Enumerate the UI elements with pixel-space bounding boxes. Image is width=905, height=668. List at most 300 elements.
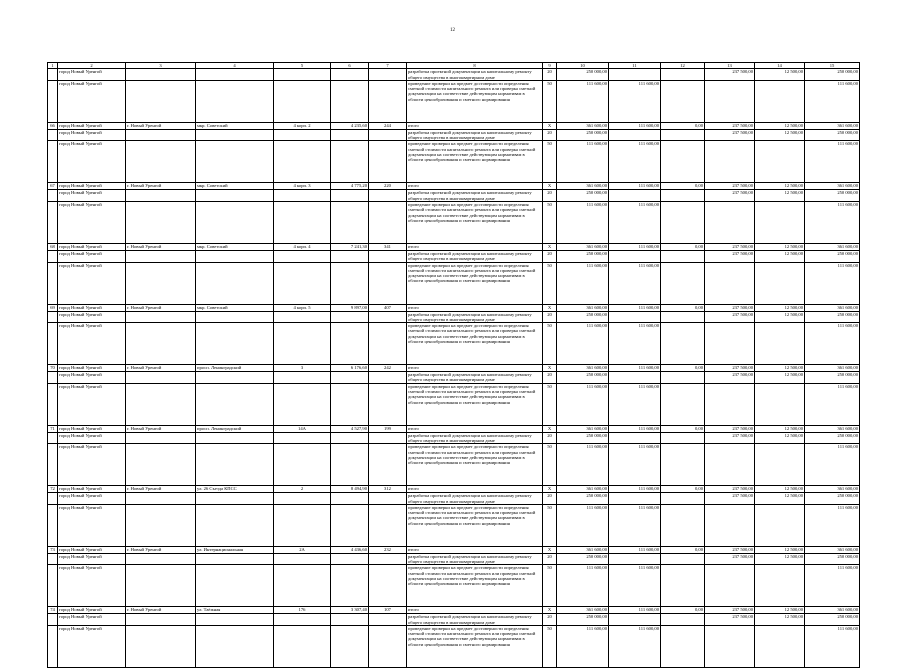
regional-funds-cell: 237 500,00	[705, 243, 755, 250]
column-number: 2	[58, 63, 126, 69]
residents-cell: 107	[369, 607, 407, 614]
municipality-cell: город Новый Уренгой	[58, 432, 126, 444]
total-cost-cell: 361 600,00	[557, 304, 609, 311]
other-funds-cell	[661, 625, 705, 667]
house-number-cell: 3	[274, 365, 331, 372]
owner-funds-cell: 111 600,00	[609, 383, 661, 425]
area-cell: 6 176,60	[331, 365, 369, 372]
total-cost-cell: 111 600,00	[557, 625, 609, 667]
work-code-cell: X	[543, 546, 557, 553]
limit-cost-cell: 361 600,00	[805, 607, 860, 614]
total-cost-cell: 111 600,00	[557, 80, 609, 122]
street-cell: просп. Ленинградский	[196, 365, 274, 372]
street-cell	[196, 493, 274, 505]
limit-cost-cell: 250 000,00	[805, 190, 860, 202]
work-code-cell: 50	[543, 323, 557, 365]
street-cell	[196, 432, 274, 444]
limit-cost-cell: 250 000,00	[805, 69, 860, 81]
total-cost-cell: 250 000,00	[557, 311, 609, 323]
street-cell	[196, 129, 274, 141]
limit-cost-cell: 111 600,00	[805, 262, 860, 304]
area-cell: 4 527,90	[331, 425, 369, 432]
limit-cost-cell: 111 600,00	[805, 80, 860, 122]
work-code-cell: X	[543, 425, 557, 432]
local-funds-cell	[755, 201, 805, 243]
municipality-cell: город Новый Уренгой	[58, 304, 126, 311]
house-total-row	[48, 607, 860, 614]
limit-cost-cell: 111 600,00	[805, 625, 860, 667]
regional-funds-cell: 237 500,00	[705, 129, 755, 141]
area-cell	[331, 383, 369, 425]
owner-funds-cell: 111 600,00	[609, 141, 661, 183]
total-cost-cell: 250 000,00	[557, 493, 609, 505]
street-cell: мкр. Советский	[196, 122, 274, 129]
total-cost-cell: 361 600,00	[557, 365, 609, 372]
settlement-cell	[126, 614, 196, 626]
area-cell	[331, 190, 369, 202]
settlement-cell	[126, 444, 196, 486]
regional-funds-cell	[705, 201, 755, 243]
total-cost-cell: 361 600,00	[557, 607, 609, 614]
limit-cost-cell: 361 600,00	[805, 183, 860, 190]
local-funds-cell	[755, 262, 805, 304]
work-code-cell: X	[543, 365, 557, 372]
total-cost-cell: 250 000,00	[557, 250, 609, 262]
column-number: 5	[274, 63, 331, 69]
total-cost-cell: 250 000,00	[557, 129, 609, 141]
residents-cell	[369, 311, 407, 323]
local-funds-cell	[755, 383, 805, 425]
local-funds-cell: 12 500,00	[755, 243, 805, 250]
total-cost-cell: 361 600,00	[557, 486, 609, 493]
work-code-cell: 50	[543, 201, 557, 243]
owner-funds-cell	[609, 372, 661, 384]
work-item-row	[48, 614, 860, 626]
row-number	[48, 141, 58, 183]
total-cost-cell: 361 600,00	[557, 243, 609, 250]
row-number	[48, 311, 58, 323]
regional-funds-cell: 237 500,00	[705, 372, 755, 384]
work-code-cell: X	[543, 122, 557, 129]
house-total-row	[48, 122, 860, 129]
house-number-cell	[274, 625, 331, 667]
work-item-row	[48, 141, 860, 183]
owner-funds-cell	[609, 69, 661, 81]
municipality-cell: город Новый Уренгой	[58, 614, 126, 626]
street-cell	[196, 625, 274, 667]
residents-cell	[369, 383, 407, 425]
area-cell	[331, 432, 369, 444]
limit-cost-cell: 111 600,00	[805, 444, 860, 486]
row-number: 68	[48, 243, 58, 250]
settlement-cell	[126, 129, 196, 141]
limit-cost-cell: 361 600,00	[805, 365, 860, 372]
house-number-cell	[274, 444, 331, 486]
work-type-cell: разработка проектной документации на капитальному ремонту общего имущества в многоквартирном доме	[407, 69, 543, 81]
municipality-cell: город Новый Уренгой	[58, 383, 126, 425]
row-number	[48, 565, 58, 607]
municipality-cell: город Новый Уренгой	[58, 372, 126, 384]
work-item-row	[48, 80, 860, 122]
area-cell	[331, 80, 369, 122]
other-funds-cell	[661, 129, 705, 141]
street-cell	[196, 614, 274, 626]
work-code-cell: X	[543, 607, 557, 614]
regional-funds-cell	[705, 383, 755, 425]
work-type-cell: проведение проверки на предмет достоверности определения сметной стоимости капитального ремонта или проверка сметной документации на соответствие действующим нормативам в области ценообразования и сметного нормирования	[407, 141, 543, 183]
residents-cell: 220	[369, 183, 407, 190]
owner-funds-cell: 111 600,00	[609, 304, 661, 311]
work-code-cell: X	[543, 183, 557, 190]
row-number: 74	[48, 607, 58, 614]
local-funds-cell: 12 500,00	[755, 546, 805, 553]
other-funds-cell	[661, 69, 705, 81]
total-cost-cell: 250 000,00	[557, 372, 609, 384]
owner-funds-cell: 111 600,00	[609, 201, 661, 243]
owner-funds-cell: 111 600,00	[609, 323, 661, 365]
local-funds-cell: 12 500,00	[755, 122, 805, 129]
other-funds-cell: 0,00	[661, 425, 705, 432]
owner-funds-cell: 111 600,00	[609, 546, 661, 553]
street-cell	[196, 141, 274, 183]
work-item-row	[48, 383, 860, 425]
settlement-cell	[126, 141, 196, 183]
work-code-cell: 20	[543, 553, 557, 565]
total-cost-cell: 250 000,00	[557, 553, 609, 565]
work-code-cell: X	[543, 243, 557, 250]
row-number	[48, 444, 58, 486]
owner-funds-cell: 111 600,00	[609, 607, 661, 614]
local-funds-cell: 12 500,00	[755, 69, 805, 81]
local-funds-cell: 12 500,00	[755, 311, 805, 323]
owner-funds-cell: 111 600,00	[609, 80, 661, 122]
work-type-cell: итого	[407, 365, 543, 372]
work-code-cell: X	[543, 304, 557, 311]
total-cost-cell: 111 600,00	[557, 262, 609, 304]
settlement-cell: г. Новый Уренгой	[126, 546, 196, 553]
municipality-cell: город Новый Уренгой	[58, 183, 126, 190]
area-cell	[331, 614, 369, 626]
regional-funds-cell: 237 500,00	[705, 432, 755, 444]
work-type-cell: итого	[407, 243, 543, 250]
limit-cost-cell: 361 600,00	[805, 304, 860, 311]
total-cost-cell: 250 000,00	[557, 69, 609, 81]
local-funds-cell: 12 500,00	[755, 486, 805, 493]
other-funds-cell	[661, 614, 705, 626]
municipality-cell: город Новый Уренгой	[58, 504, 126, 546]
house-number-cell	[274, 553, 331, 565]
municipality-cell: город Новый Уренгой	[58, 425, 126, 432]
owner-funds-cell	[609, 129, 661, 141]
work-code-cell: 20	[543, 614, 557, 626]
regional-funds-cell: 237 500,00	[705, 614, 755, 626]
owner-funds-cell: 111 600,00	[609, 625, 661, 667]
work-code-cell: 50	[543, 80, 557, 122]
column-number: 15	[805, 63, 860, 69]
owner-funds-cell: 111 600,00	[609, 365, 661, 372]
street-cell	[196, 262, 274, 304]
residents-cell	[369, 141, 407, 183]
other-funds-cell: 0,00	[661, 546, 705, 553]
settlement-cell	[126, 250, 196, 262]
municipality-cell: город Новый Уренгой	[58, 607, 126, 614]
regional-funds-cell	[705, 504, 755, 546]
other-funds-cell: 0,00	[661, 183, 705, 190]
street-cell	[196, 80, 274, 122]
limit-cost-cell: 111 600,00	[805, 141, 860, 183]
column-number: 7	[369, 63, 407, 69]
row-number: 70	[48, 365, 58, 372]
work-item-row	[48, 201, 860, 243]
row-number	[48, 383, 58, 425]
residents-cell	[369, 262, 407, 304]
local-funds-cell	[755, 444, 805, 486]
street-cell	[196, 201, 274, 243]
house-total-row	[48, 183, 860, 190]
column-number: 4	[196, 63, 274, 69]
regional-funds-cell: 237 500,00	[705, 546, 755, 553]
column-number: 12	[661, 63, 705, 69]
residents-cell	[369, 614, 407, 626]
house-number-cell: 4 корп. 5	[274, 304, 331, 311]
house-number-cell	[274, 432, 331, 444]
area-cell	[331, 69, 369, 81]
settlement-cell	[126, 80, 196, 122]
total-cost-cell: 361 600,00	[557, 425, 609, 432]
work-code-cell: 50	[543, 444, 557, 486]
residents-cell	[369, 553, 407, 565]
total-cost-cell: 250 000,00	[557, 432, 609, 444]
column-number: 10	[557, 63, 609, 69]
municipality-cell: город Новый Уренгой	[58, 80, 126, 122]
municipality-cell: город Новый Уренгой	[58, 243, 126, 250]
column-number: 1	[48, 63, 58, 69]
local-funds-cell: 12 500,00	[755, 553, 805, 565]
residents-cell	[369, 372, 407, 384]
residents-cell: 341	[369, 243, 407, 250]
regional-funds-cell: 237 500,00	[705, 486, 755, 493]
total-cost-cell: 250 000,00	[557, 614, 609, 626]
residents-cell	[369, 250, 407, 262]
municipality-cell: город Новый Уренгой	[58, 565, 126, 607]
residents-cell	[369, 69, 407, 81]
work-type-cell: проведение проверки на предмет достоверности определения сметной стоимости капитального ремонта или проверка сметной документации на соответствие действующим нормативам в области ценообразования и сметного нормирования	[407, 262, 543, 304]
residents-cell	[369, 129, 407, 141]
work-type-cell: разработка проектной документации на капитальному ремонту общего имущества в многоквартирном доме	[407, 311, 543, 323]
work-type-cell: итого	[407, 607, 543, 614]
settlement-cell: г. Новый Уренгой	[126, 365, 196, 372]
work-type-cell: проведение проверки на предмет достоверности определения сметной стоимости капитального ремонта или проверка сметной документации на соответствие действующим нормативам в области ценообразования и сметного нормирования	[407, 80, 543, 122]
work-code-cell: 20	[543, 493, 557, 505]
other-funds-cell	[661, 250, 705, 262]
municipality-cell: город Новый Уренгой	[58, 69, 126, 81]
residents-cell: 244	[369, 122, 407, 129]
regional-funds-cell: 237 500,00	[705, 365, 755, 372]
row-number	[48, 190, 58, 202]
regional-funds-cell: 237 500,00	[705, 607, 755, 614]
work-item-row	[48, 444, 860, 486]
row-number: 67	[48, 183, 58, 190]
other-funds-cell	[661, 80, 705, 122]
work-code-cell: 50	[543, 262, 557, 304]
settlement-cell	[126, 190, 196, 202]
local-funds-cell: 12 500,00	[755, 304, 805, 311]
municipality-cell: город Новый Уренгой	[58, 486, 126, 493]
house-number-cell	[274, 69, 331, 81]
work-type-cell: проведение проверки на предмет достоверности определения сметной стоимости капитального ремонта или проверка сметной документации на соответствие действующим нормативам в области ценообразования и сметного нормирования	[407, 625, 543, 667]
limit-cost-cell: 250 000,00	[805, 553, 860, 565]
municipality-cell: город Новый Уренгой	[58, 250, 126, 262]
total-cost-cell: 250 000,00	[557, 190, 609, 202]
work-code-cell: 20	[543, 250, 557, 262]
owner-funds-cell: 111 600,00	[609, 486, 661, 493]
street-cell	[196, 444, 274, 486]
street-cell: мкр. Советский	[196, 243, 274, 250]
work-type-cell: проведение проверки на предмет достоверности определения сметной стоимости капитального ремонта или проверка сметной документации на соответствие действующим нормативам в области ценообразования и сметного нормирования	[407, 565, 543, 607]
street-cell	[196, 311, 274, 323]
row-number	[48, 80, 58, 122]
total-cost-cell: 111 600,00	[557, 141, 609, 183]
limit-cost-cell: 361 600,00	[805, 425, 860, 432]
limit-cost-cell: 250 000,00	[805, 614, 860, 626]
house-number-cell	[274, 323, 331, 365]
regional-funds-cell: 237 500,00	[705, 425, 755, 432]
work-type-cell: итого	[407, 425, 543, 432]
work-type-cell: разработка проектной документации на капитальному ремонту общего имущества в многоквартирном доме	[407, 493, 543, 505]
work-code-cell: 50	[543, 504, 557, 546]
other-funds-cell	[661, 444, 705, 486]
area-cell: 4 235,60	[331, 122, 369, 129]
area-cell: 9 897,00	[331, 304, 369, 311]
house-total-row	[48, 304, 860, 311]
total-cost-cell: 111 600,00	[557, 201, 609, 243]
regional-funds-cell	[705, 565, 755, 607]
street-cell	[196, 190, 274, 202]
row-number	[48, 504, 58, 546]
limit-cost-cell: 111 600,00	[805, 201, 860, 243]
street-cell	[196, 69, 274, 81]
settlement-cell	[126, 565, 196, 607]
settlement-cell	[126, 201, 196, 243]
owner-funds-cell	[609, 311, 661, 323]
work-type-cell: итого	[407, 304, 543, 311]
local-funds-cell	[755, 141, 805, 183]
residents-cell	[369, 80, 407, 122]
regional-funds-cell	[705, 625, 755, 667]
house-total-row	[48, 546, 860, 553]
column-number: 8	[407, 63, 543, 69]
local-funds-cell: 12 500,00	[755, 365, 805, 372]
total-cost-cell: 111 600,00	[557, 383, 609, 425]
column-number: 11	[609, 63, 661, 69]
regional-funds-cell	[705, 323, 755, 365]
street-cell	[196, 383, 274, 425]
work-item-row	[48, 311, 860, 323]
column-number: 9	[543, 63, 557, 69]
municipality-cell: город Новый Уренгой	[58, 190, 126, 202]
street-cell: ул. Интернациональная	[196, 546, 274, 553]
other-funds-cell	[661, 493, 705, 505]
row-number	[48, 372, 58, 384]
regional-funds-cell: 237 500,00	[705, 250, 755, 262]
house-number-cell	[274, 565, 331, 607]
work-item-row	[48, 372, 860, 384]
page-number: 12	[450, 28, 455, 33]
work-type-cell: проведение проверки на предмет достоверности определения сметной стоимости капитального ремонта или проверка сметной документации на соответствие действующим нормативам в области ценообразования и сметного нормирования	[407, 383, 543, 425]
residents-cell: 242	[369, 365, 407, 372]
limit-cost-cell: 250 000,00	[805, 372, 860, 384]
local-funds-cell: 12 500,00	[755, 190, 805, 202]
work-code-cell: 50	[543, 383, 557, 425]
house-number-cell	[274, 262, 331, 304]
regional-funds-cell	[705, 141, 755, 183]
area-cell	[331, 504, 369, 546]
street-cell: просп. Ленинградский	[196, 425, 274, 432]
work-type-cell: проведение проверки на предмет достоверности определения сметной стоимости капитального ремонта или проверка сметной документации на соответствие действующим нормативам в области ценообразования и сметного нормирования	[407, 504, 543, 546]
street-cell: ул. 26 Съезда КПСС	[196, 486, 274, 493]
other-funds-cell	[661, 372, 705, 384]
settlement-cell	[126, 504, 196, 546]
work-code-cell: 20	[543, 69, 557, 81]
owner-funds-cell: 111 600,00	[609, 243, 661, 250]
house-total-row	[48, 425, 860, 432]
owner-funds-cell	[609, 250, 661, 262]
house-total-row	[48, 365, 860, 372]
other-funds-cell	[661, 262, 705, 304]
area-cell	[331, 493, 369, 505]
total-cost-cell: 111 600,00	[557, 323, 609, 365]
area-cell	[331, 565, 369, 607]
owner-funds-cell: 111 600,00	[609, 565, 661, 607]
regional-funds-cell: 237 500,00	[705, 311, 755, 323]
owner-funds-cell: 111 600,00	[609, 262, 661, 304]
settlement-cell	[126, 262, 196, 304]
street-cell: мкр. Советский	[196, 304, 274, 311]
house-number-cell	[274, 614, 331, 626]
work-item-row	[48, 323, 860, 365]
municipality-cell: город Новый Уренгой	[58, 444, 126, 486]
work-type-cell: разработка проектной документации на капитальному ремонту общего имущества в многоквартирном доме	[407, 614, 543, 626]
settlement-cell: г. Новый Уренгой	[126, 486, 196, 493]
other-funds-cell	[661, 504, 705, 546]
other-funds-cell	[661, 432, 705, 444]
area-cell	[331, 444, 369, 486]
house-number-cell	[274, 201, 331, 243]
limit-cost-cell: 361 600,00	[805, 546, 860, 553]
local-funds-cell	[755, 625, 805, 667]
house-number-cell	[274, 493, 331, 505]
settlement-cell	[126, 553, 196, 565]
owner-funds-cell	[609, 432, 661, 444]
regional-funds-cell: 237 500,00	[705, 190, 755, 202]
row-number	[48, 323, 58, 365]
column-number: 6	[331, 63, 369, 69]
local-funds-cell	[755, 80, 805, 122]
other-funds-cell: 0,00	[661, 486, 705, 493]
street-cell	[196, 372, 274, 384]
residents-cell	[369, 625, 407, 667]
settlement-cell: г. Новый Уренгой	[126, 304, 196, 311]
settlement-cell	[126, 383, 196, 425]
work-item-row	[48, 493, 860, 505]
area-cell	[331, 129, 369, 141]
street-cell	[196, 565, 274, 607]
area-cell: 4 436,60	[331, 546, 369, 553]
work-type-cell: проведение проверки на предмет достоверности определения сметной стоимости капитального ремонта или проверка сметной документации на соответствие действующим нормативам в области ценообразования и сметного нормирования	[407, 444, 543, 486]
municipality-cell: город Новый Уренгой	[58, 311, 126, 323]
work-item-row	[48, 262, 860, 304]
house-number-cell	[274, 372, 331, 384]
